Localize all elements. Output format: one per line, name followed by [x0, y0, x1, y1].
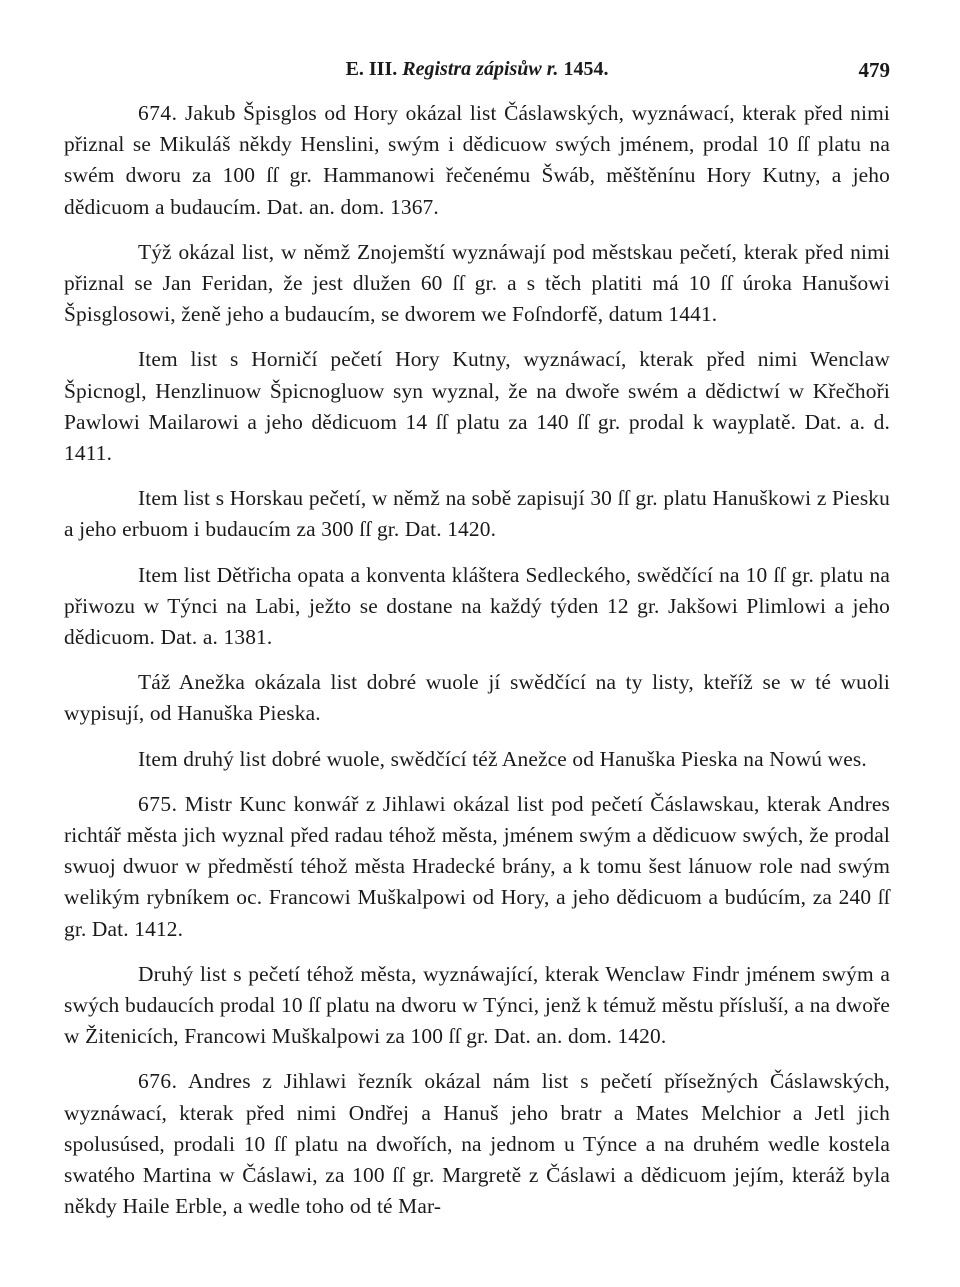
running-title-year: 1454. — [563, 58, 609, 80]
page-header — [64, 58, 890, 88]
paragraph-text: Mistr Kunc konwář z Jihlawi okázal list pod pečetí Čáslawskau, kterak Andres richtář města jich wyznal před radau téhož města, jménem swým a dědicuow swých, že prodal swuoj dwuor w předměstí téhož města Hradecké brány, a k tomu šest lánuow role nad swým welikým rybníkem oc. Francowi Muškalpowi od Hory, a jeho dědicuom a budúcím, za 240 ſſ gr. Dat. 1412. — [64, 791, 890, 941]
paragraph — [64, 959, 890, 1053]
paragraph-674 — [64, 98, 890, 223]
paragraph-text: Item list s Horskau pečetí, w němž na sobě zapisují 30 ſſ gr. platu Hanuškowi z Piesku a jeho erbuom i budaucím za 300 ſſ gr. Dat. 1420. — [64, 486, 890, 542]
paragraph — [64, 483, 890, 545]
entry-number: 675. — [138, 791, 178, 816]
paragraph-675 — [64, 789, 890, 945]
entry-number: 674. — [138, 101, 178, 125]
paragraph — [64, 344, 890, 469]
running-title-italic: Registra zápisůw r. — [402, 58, 559, 80]
paragraph — [64, 237, 890, 331]
paragraph-text: Item list Dětřicha opata a konventa kláštera Sedleckého, swědčící na 10 ſſ gr. platu na přiwozu w Týnci na Labi, ježto se dostane na každý týden 12 gr. Jakšowi Plimlowi a jeho dědicuom. Dat. a. 1381. — [64, 562, 890, 650]
paragraph-text: Item list s Horničí pečetí Hory Kutny, wyznáwací, kterak před nimi Wenclaw Špicnogl, Henzlinuow Špicnogluow syn wyznal, že na dwoře swém a dědictwí w Křečhoři Pawlowi Mailarowi a jeho dědicuom 14 ſſ platu za 140 ſſ gr. prodal k wayplatě. Dat. a. d. 1411. — [64, 347, 890, 466]
paragraph-text: Jakub Špisglos od Hory okázal list Čáslawských, wyznáwací, kterak před nimi přiznal se Mikuláš někdy Henslini, swým i dědicuow swých jménem, prodal 10 ſſ platu na swém dworu za 100 ſſ gr. Hammanowi řečenému Šwáb, měštěnínu Hory Kutny, a jeho dědicuom a budaucím. Dat. an. dom. 1367. — [64, 101, 890, 219]
page-number: 479 — [858, 58, 890, 82]
paragraph-text: Druhý list s pečetí téhož města, wyznáwající, kterak Wenclaw Findr jménem swým a swých budaucích prodal 10 ſſ platu na dworu w Týnci, jenž k témuž městu přísluší, a na dwoře w Žitenicích, Francowi Muškalpowi za 100 ſſ gr. Dat. an. dom. 1420. — [64, 961, 890, 1049]
running-title — [64, 58, 890, 81]
document-page — [64, 58, 890, 1237]
paragraph-676 — [64, 1066, 890, 1222]
paragraph — [64, 667, 890, 729]
paragraph-text: Andres z Jihlawi řezník okázal nám list s pečetí přísežných Čáslawských, wyznáwací, kterak před nimi Ondřej a Hanuš jeho bratr a Mates Melchior a Jetl jich spolusúsed, prodali 10 ſſ platu na dwořích, na jednom u Týnce a na druhém wedle kostela swatého Martina w Čáslawi, za 100 ſſ gr. Margretě z Čáslawi a dědicuom jejím, kteráž byla někdy Haile Erble, a wedle toho od té Mar- — [64, 1069, 890, 1219]
page-body — [64, 98, 890, 1223]
running-title-prefix: E. III. — [345, 58, 398, 80]
entry-number: 676. — [138, 1069, 178, 1094]
paragraph — [64, 744, 890, 775]
paragraph-text: Týž okázal list, w němž Znojemští wyznáwají pod městskau pečetí, kterak před nimi přiznal se Jan Feridan, že jest dlužen 60 ſſ gr. a s těch platiti má 10 ſſ úroka Hanušowi Špisglosowi, ženě jeho a budaucím, se dworem we Foſndorfě, datum 1441. — [64, 239, 890, 327]
paragraph — [64, 560, 890, 654]
paragraph-text: Item druhý list dobré wuole, swědčící též Anežce od Hanuška Pieska na Nowú wes. — [138, 746, 867, 771]
paragraph-text: Táž Anežka okázala list dobré wuole jí swědčící na ty listy, kteříž se w té wuoli wypisují, od Hanuška Pieska. — [64, 670, 890, 726]
